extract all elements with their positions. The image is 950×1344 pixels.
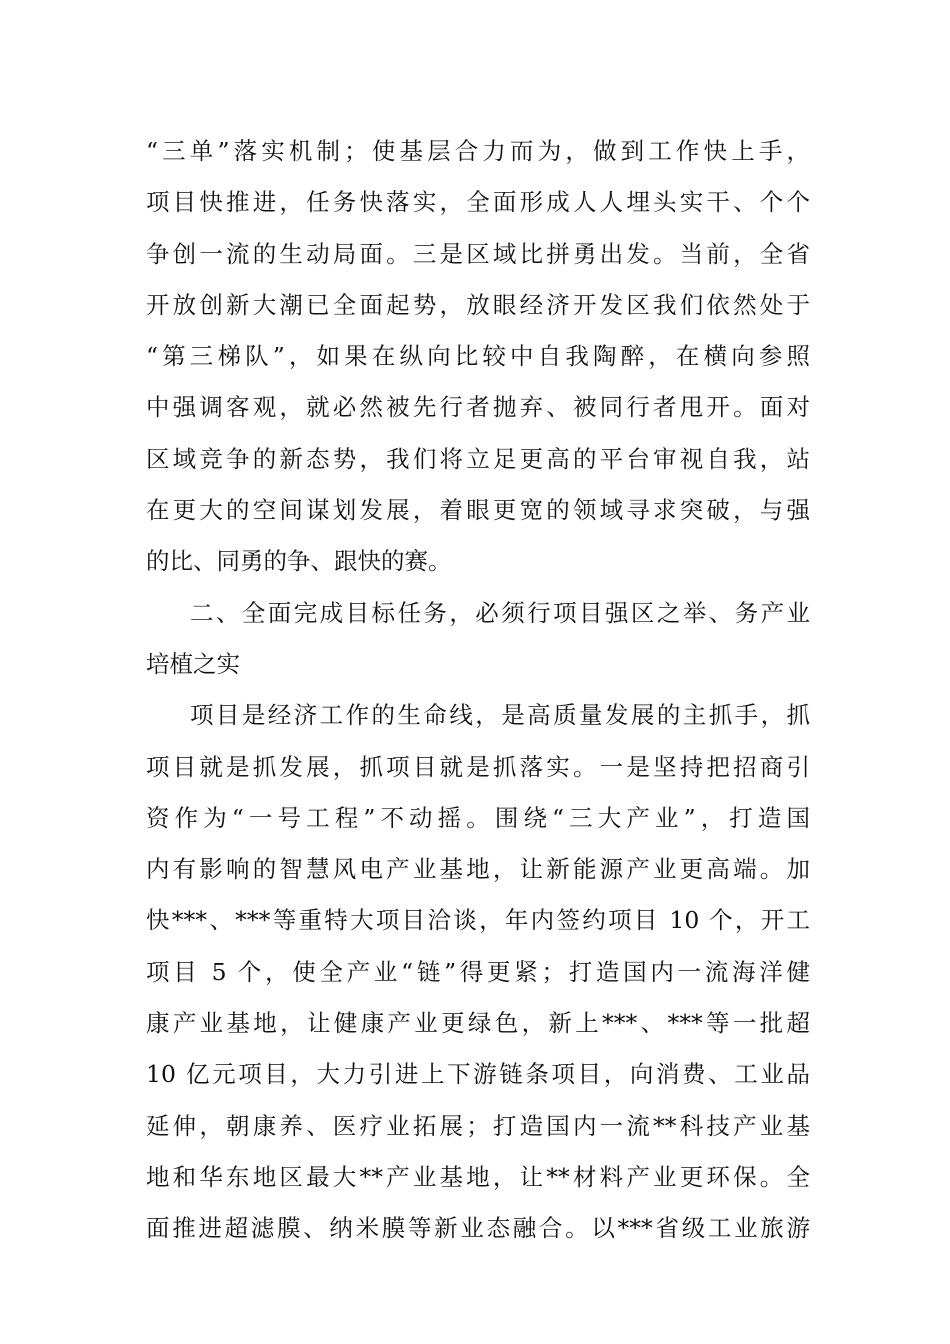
text-line: 康产业基地，让健康产业更绿色，新上***、***等一批超 xyxy=(146,1009,810,1038)
text-line: 资作为“一号工程”不动摇。围绕“三大产业”，打造国 xyxy=(146,803,810,832)
text-line: 的比、同勇的争、跟快的赛。 xyxy=(146,547,452,576)
text-line: 项目就是抓发展，抓项目就是抓落实。一是坚持把招商引 xyxy=(146,752,810,781)
text-line: 内有影响的智慧风电产业基地，让新能源产业更高端。加 xyxy=(146,855,810,884)
text-line: 快***、***等重特大项目洽谈，年内签约项目 10 个，开工 xyxy=(146,906,810,935)
text-line: “三单”落实机制；使基层合力而为，做到工作快上手， xyxy=(146,137,810,165)
text-line: “第三梯队”，如果在纵向比较中自我陶醉，在横向参照 xyxy=(146,342,810,371)
section-heading-line: 二、全面完成目标任务，必须行项目强区之举、务产业 xyxy=(190,598,810,627)
text-line: 10 亿元项目，大力引进上下游链条项目，向消费、工业品 xyxy=(146,1060,810,1089)
section-heading-line: 培植之实 xyxy=(146,649,240,678)
text-line: 项目是经济工作的生命线，是高质量发展的主抓手，抓 xyxy=(190,701,810,730)
text-line: 项目快推进，任务快落实，全面形成人人埋头实干、个个 xyxy=(146,188,810,217)
text-line: 争创一流的生动局面。三是区域比拼勇出发。当前，全省 xyxy=(146,239,810,268)
text-line: 项目 5 个，使全产业“链”得更紧；打造国内一流海洋健 xyxy=(146,957,810,986)
text-line: 区域竞争的新态势，我们将立足更高的平台审视自我，站 xyxy=(146,444,810,473)
text-line: 面推进超滤膜、纳米膜等新业态融合。以***省级工业旅游 xyxy=(146,1214,810,1243)
text-line: 在更大的空间谋划发展，着眼更宽的领域寻求突破，与强 xyxy=(146,496,810,525)
body-text xyxy=(146,126,810,1255)
text-line: 中强调客观，就必然被先行者抛弃、被同行者甩开。面对 xyxy=(146,393,810,422)
text-line: 开放创新大潮已全面起势，放眼经济开发区我们依然处于 xyxy=(146,290,810,319)
text-line: 地和华东地区最大**产业基地，让**材料产业更环保。全 xyxy=(146,1162,810,1191)
text-line: 延伸，朝康养、医疗业拓展；打造国内一流**科技产业基 xyxy=(146,1111,810,1140)
